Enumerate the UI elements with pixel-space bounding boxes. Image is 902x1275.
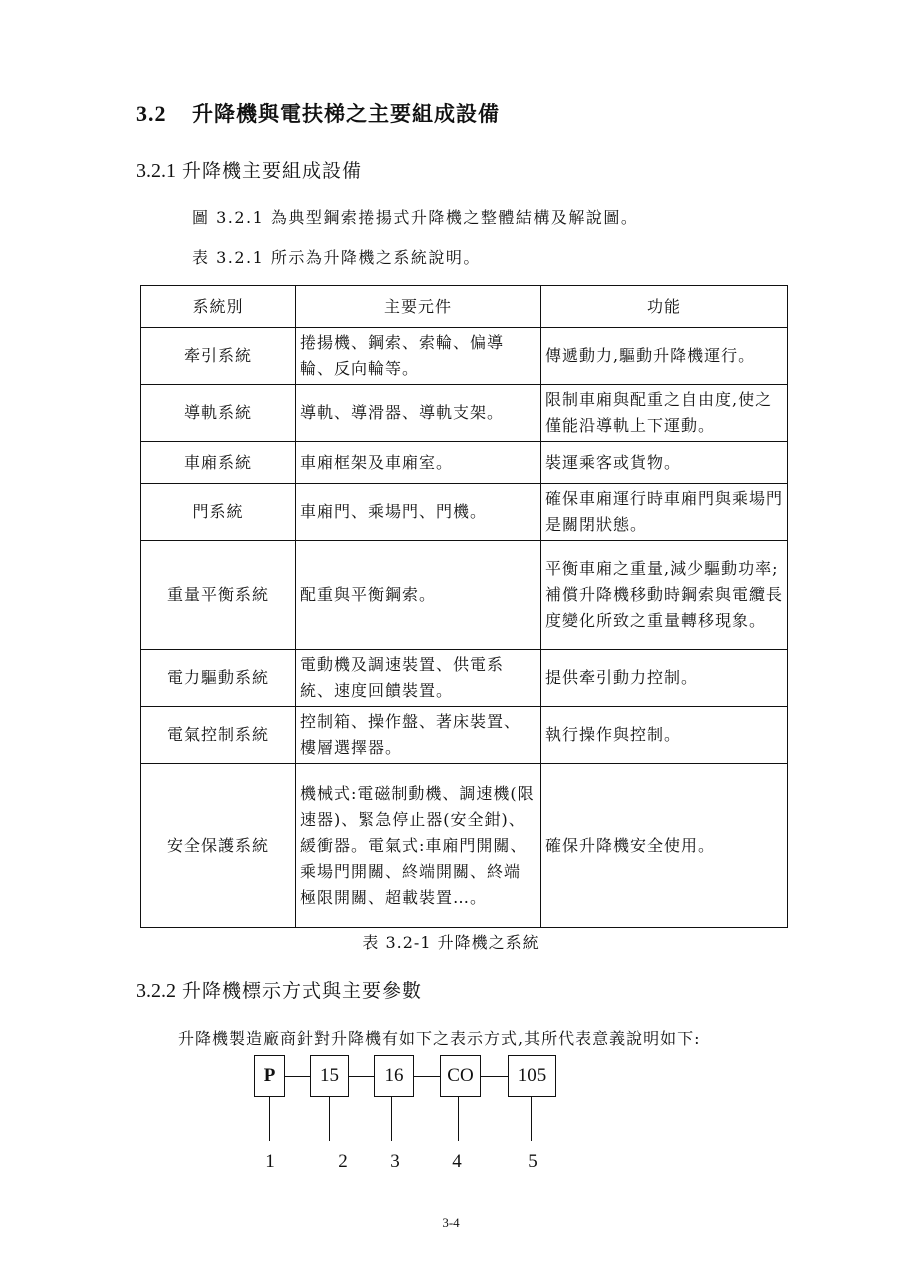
designation-box-3: 16 [374,1055,414,1097]
page-number: 3-4 [442,1215,460,1230]
cell-components: 機械式:電磁制動機、調速機(限速器)、緊急停止器(安全鉗)、緩衝器。電氣式:車廂門開關、乘場門開關、終端開關、終端極限開關、超載裝置…。 [296,764,541,928]
designation-label-5: 5 [528,1151,538,1172]
cell-system: 車廂系統 [141,442,296,484]
connector-line [481,1076,509,1077]
cell-function: 限制車廂與配重之自由度,使之僅能沿導軌上下運動。 [541,385,788,442]
cell-system: 電力驅動系統 [141,650,296,707]
header-components: 主要元件 [296,286,541,328]
pointer-line [458,1097,459,1141]
cell-components: 配重與平衡鋼索。 [296,541,541,650]
cell-system: 重量平衡系統 [141,541,296,650]
designation-box-4: CO [440,1055,481,1097]
cell-system: 電氣控制系統 [141,707,296,764]
designation-box-2: 15 [310,1055,349,1097]
cell-components: 控制箱、操作盤、著床裝置、樓層選擇器。 [296,707,541,764]
designation-box-5: 105 [508,1055,556,1097]
cell-components: 車廂門、乘場門、門機。 [296,484,541,541]
designation-label-4: 4 [452,1151,462,1172]
designation-label-1: 1 [265,1151,275,1172]
pointer-line [391,1097,392,1141]
elevator-systems-table [140,285,788,928]
designation-box-1: P [254,1055,285,1097]
cell-system: 門系統 [141,484,296,541]
table-header-row [141,286,788,328]
cell-components: 導軌、導滑器、導軌支架。 [296,385,541,442]
designation-label-2: 2 [338,1151,348,1172]
designation-diagram [250,1055,570,1185]
table-row [141,707,788,764]
cell-components: 電動機及調速裝置、供電系統、速度回饋裝置。 [296,650,541,707]
table-row [141,442,788,484]
section-title: 升降機與電扶梯之主要組成設備 [192,101,500,126]
cell-function: 執行操作與控制。 [541,707,788,764]
header-system: 系統別 [141,286,296,328]
subsection-number: 3.2.1 [136,160,176,182]
cell-system: 牽引系統 [141,328,296,385]
table-caption: 表 3.2-1 升降機之系統 [362,933,540,952]
connector-line [284,1076,310,1077]
cell-system: 安全保護系統 [141,764,296,928]
connector-line [414,1076,440,1077]
table-row [141,385,788,442]
paragraph-figure-reference: 圖 3.2.1 為典型鋼索捲揚式升降機之整體結構及解說圖。 [192,208,639,227]
cell-components: 捲揚機、鋼索、索輪、偏導輪、反向輪等。 [296,328,541,385]
cell-function: 確保車廂運行時車廂門與乘場門是關閉狀態。 [541,484,788,541]
cell-function: 提供牽引動力控制。 [541,650,788,707]
designation-label-3: 3 [390,1151,400,1172]
cell-function: 裝運乘客或貨物。 [541,442,788,484]
section-number: 3.2 [136,101,167,126]
subsection-heading-3-2-2 [136,976,422,1003]
table-row [141,328,788,385]
cell-function: 確保升降機安全使用。 [541,764,788,928]
section-heading [136,98,500,128]
subsection-number: 3.2.2 [136,980,176,1002]
subsection-title: 升降機主要組成設備 [182,160,363,182]
subsection-heading-3-2-1 [136,156,362,183]
pointer-line [269,1097,270,1141]
cell-system: 導軌系統 [141,385,296,442]
pointer-line [531,1097,532,1141]
table-row [141,764,788,928]
subsection-title: 升降機標示方式與主要參數 [182,980,423,1002]
table-row [141,484,788,541]
table-row [141,650,788,707]
paragraph-designation-intro: 升降機製造廠商針對升降機有如下之表示方式,其所代表意義說明如下: [178,1029,701,1048]
cell-function: 平衡車廂之重量,減少驅動功率;補償升降機移動時鋼索與電纜長度變化所致之重量轉移現象。 [541,541,788,650]
table-row [141,541,788,650]
paragraph-table-reference: 表 3.2.1 所示為升降機之系統說明。 [192,248,481,267]
pointer-line [329,1097,330,1141]
header-function: 功能 [541,286,788,328]
cell-function: 傳遞動力,驅動升降機運行。 [541,328,788,385]
connector-line [348,1076,374,1077]
cell-components: 車廂框架及車廂室。 [296,442,541,484]
